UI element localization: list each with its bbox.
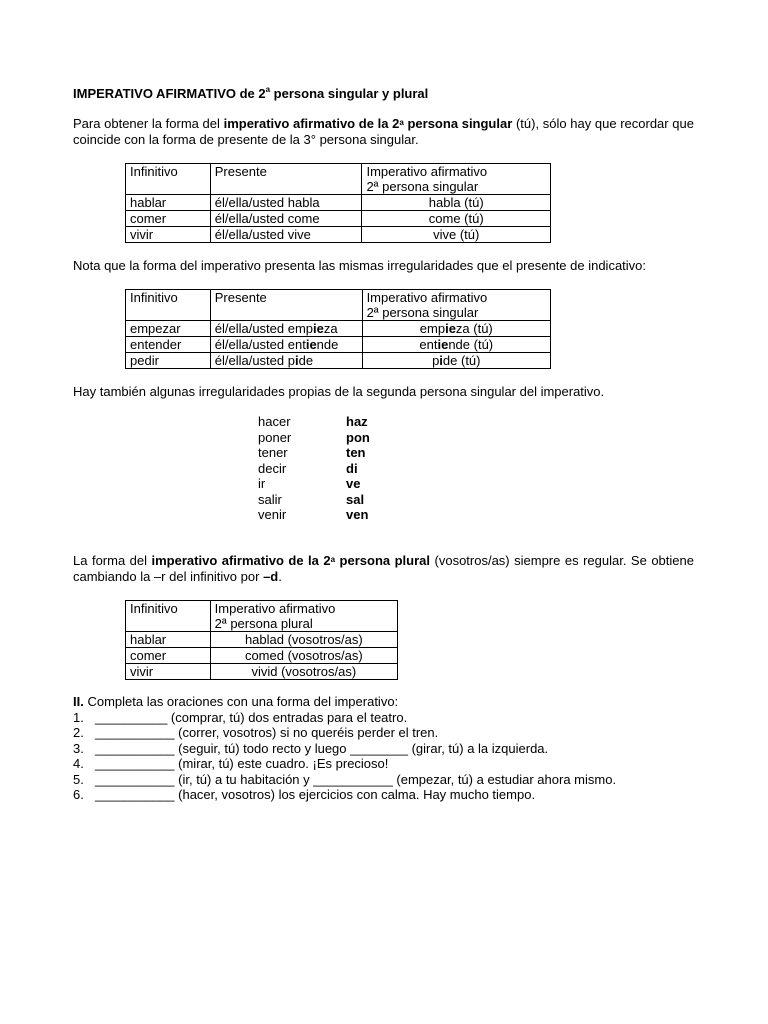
list-item: tener ten xyxy=(258,445,366,460)
intro-paragraph: Para obtener la forma del imperativo afirmativo de la 2$^a$ persona singular (tú), sólo hay que recordar que coincide con la forma de presente de la 3° persona singular. xyxy=(73,116,694,147)
exercise-item: 2. ___________ (correr, vosotros) si no queréis perder el tren. xyxy=(73,725,439,740)
header-presente: Presente xyxy=(210,164,362,195)
table-singular-regular xyxy=(125,163,551,243)
list-item: venir ven xyxy=(258,507,369,522)
table-row: empezar él/ella/usted empieza empieza (tú) xyxy=(126,321,551,337)
header-presente: Presente xyxy=(210,290,362,321)
table-row: comer comed (vosotros/as) xyxy=(126,648,398,664)
exercise-item: 5. ___________ (ir, tú) a tu habitación y ___________ (empezar, tú) a estudiar ahora mismo. xyxy=(73,771,617,787)
document-title: IMPERATIVO AFIRMATIVO de 2$^a$ persona singular y plural xyxy=(73,85,429,101)
exercise-instruction: II. Completa las oraciones con una forma del imperativo: xyxy=(73,694,399,709)
exercise-item: 3. ___________ (seguir, tú) todo recto y luego ________ (girar, tú) a la izquierda. xyxy=(73,740,549,756)
table-plural xyxy=(125,600,398,680)
table-row: hablar él/ella/usted habla habla (tú) xyxy=(126,195,551,211)
irregular-list xyxy=(258,414,370,523)
nota-paragraph: Nota que la forma del imperativo presenta las mismas irregularidades que el presente de indicativo: xyxy=(73,258,647,273)
table-singular-irregular xyxy=(125,289,551,369)
header-infinitivo: Infinitivo xyxy=(126,601,211,632)
exercise-item: 6. ___________ (hacer, vosotros) los ejercicios con calma. Hay mucho tiempo. xyxy=(73,787,536,802)
header-infinitivo: Infinitivo xyxy=(126,290,211,321)
plural-paragraph: La forma del imperativo afirmativo de la 2$^a$ persona plural (vosotros/as) siempre es regular. Se obtiene cambiando la –r del infinitivo por –d. xyxy=(73,553,694,584)
header-imperativo: Imperativo afirmativo 2ª persona singular xyxy=(362,164,551,195)
table-row: pedir él/ella/usted pide pide (tú) xyxy=(126,353,551,369)
table-header-row xyxy=(126,601,398,632)
list-item: decir di xyxy=(258,460,358,476)
list-item: hacer haz xyxy=(258,414,368,429)
exercise-item: 1. __________ (comprar, tú) dos entradas para el teatro. xyxy=(73,709,408,725)
list-item: poner pon xyxy=(258,429,370,445)
table-row: hablar hablad (vosotros/as) xyxy=(126,632,398,648)
table-row: comer él/ella/usted come come (tú) xyxy=(126,211,551,227)
exercise-item: 4. ___________ (mirar, tú) este cuadro. ¡Es precioso! xyxy=(73,756,389,771)
header-infinitivo: Infinitivo xyxy=(126,164,211,195)
header-imperativo: Imperativo afirmativo 2ª persona plural xyxy=(210,601,397,632)
list-item: salir sal xyxy=(258,491,365,507)
table-row: entender él/ella/usted entiende entiende (tú) xyxy=(126,337,551,353)
table-header-row xyxy=(126,290,551,321)
table-header-row xyxy=(126,164,551,195)
header-imperativo: Imperativo afirmativo 2ª persona singular xyxy=(362,290,550,321)
table-row: vivir vivid (vosotros/as) xyxy=(126,664,398,680)
exercise-section xyxy=(73,694,694,803)
table-row: vivir él/ella/usted vive vive (tú) xyxy=(126,227,551,243)
irregular-intro: Hay también algunas irregularidades propias de la segunda persona singular del imperativo. xyxy=(73,384,605,399)
list-item: ir ve xyxy=(258,476,361,491)
